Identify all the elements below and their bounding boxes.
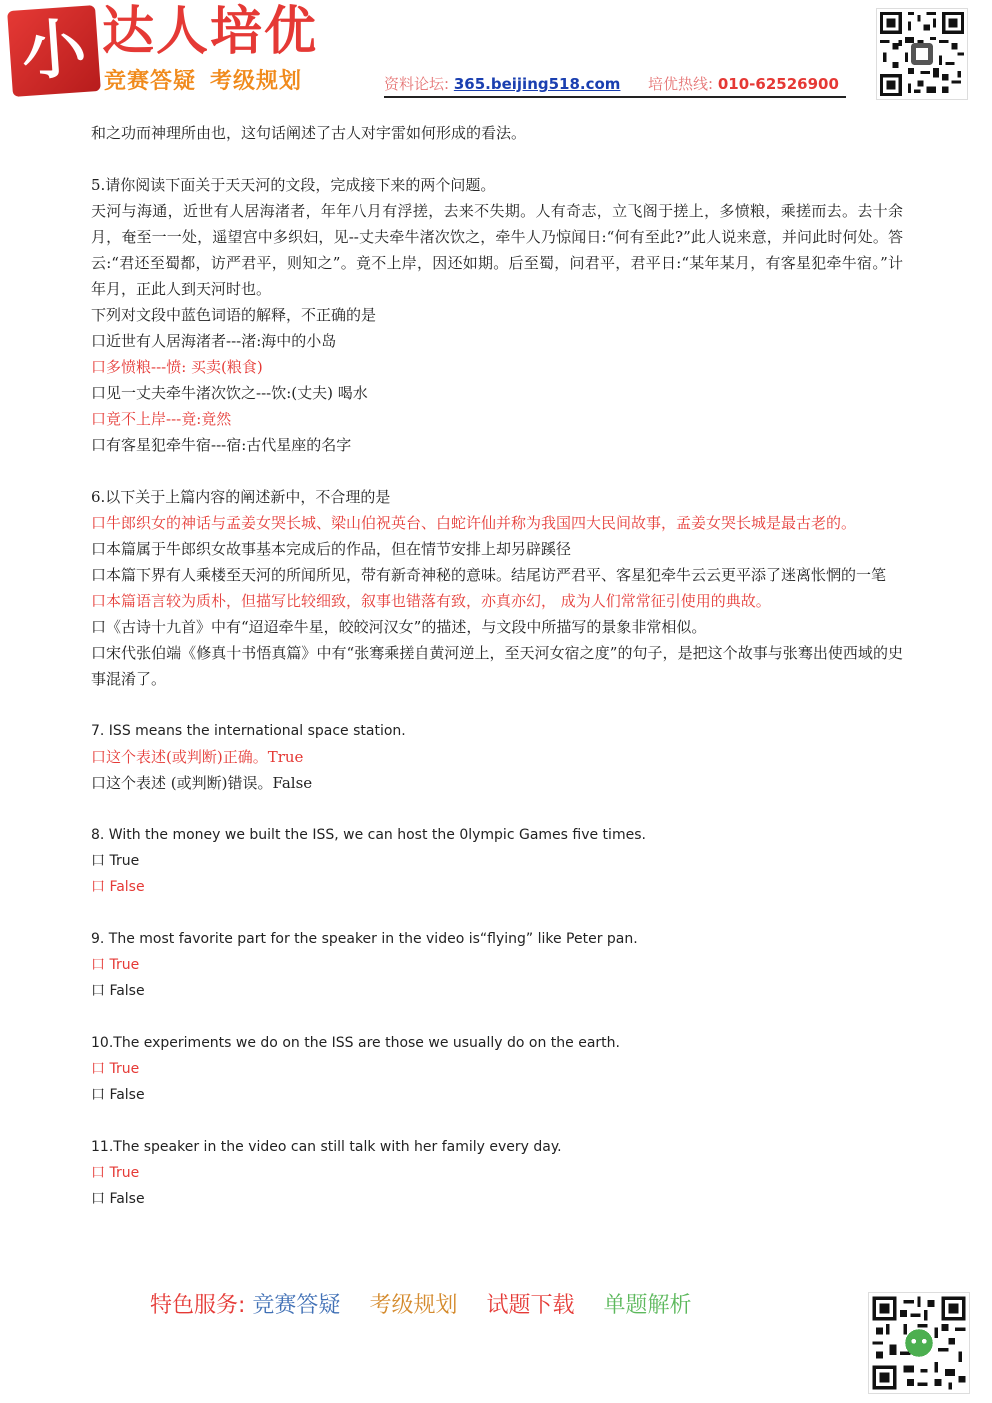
q7-option-true[interactable]: 口这个表述(或判断)正确。True	[91, 748, 304, 766]
brand-logo	[7, 5, 101, 97]
page-header	[0, 0, 992, 110]
brand-subtitle	[104, 64, 302, 95]
footer-label: 特色服务:	[150, 1293, 246, 1318]
footer-service-2[interactable]: 考级规划	[369, 1293, 458, 1318]
q6-option-3[interactable]: 口本篇下界有人乘楼至天河的所闻所见，带有新奇神秘的意味。结尾访严君平、客星犯牵牛云云更平添了迷离怅惘的一笔	[91, 566, 887, 584]
q5-option-5[interactable]: 口有客星犯牵牛宿---宿:古代星座的名字	[91, 436, 352, 454]
header-contact	[384, 73, 839, 94]
footer-service-3[interactable]: 试题下载	[486, 1293, 575, 1318]
qr-code-bottom-icon	[868, 1292, 970, 1394]
q5-question: 下列对文段中蓝色词语的解释，不正确的是	[91, 306, 377, 324]
q7-option-false[interactable]: 口这个表述 (或判断)错误。False	[91, 774, 313, 792]
q5-option-3[interactable]: 口见一丈夫牵牛渚次饮之---饮:(丈夫) 喝水	[91, 384, 368, 402]
header-divider	[384, 96, 846, 98]
q11-option-false[interactable]: 口 False	[91, 1191, 145, 1207]
footer-service-4[interactable]: 单题解析	[603, 1293, 692, 1318]
brand-title: 达人培优	[102, 2, 319, 62]
q6-option-4[interactable]: 口本篇语言较为质朴，但描写比较细致，叙事也错落有致，亦真亦幻， 成为人们常常征引使用的典故。	[91, 592, 771, 610]
q10-option-false[interactable]: 口 False	[91, 1087, 145, 1103]
q10-title: 10.The experiments we do on the ISS are those we usually do on the earth.	[91, 1035, 620, 1051]
brand-sub-1: 竞赛答疑	[104, 69, 197, 94]
logo-char: 小	[19, 11, 89, 91]
q5-title: 5.请你阅读下面关于天天河的文段，完成接下来的两个问题。	[91, 176, 496, 194]
footer-service-1[interactable]: 竞赛答疑	[252, 1293, 341, 1318]
forum-label: 资料论坛:	[384, 75, 450, 93]
q6-option-1[interactable]: 口牛郎织女的神话与孟姜女哭长城、梁山伯祝英台、白蛇许仙并称为我国四大民间故事，孟姜女哭长城是最古老的。	[91, 514, 857, 532]
q9-title: 9. The most favorite part for the speaker in the video is“flying” like Peter pan.	[91, 931, 638, 947]
qr-code-top-icon	[876, 8, 968, 100]
q5-passage: 天河与海通，近世有人居海渚者，年年八月有浮搓，去来不失期。人有奇志，立飞阁于搓上，多愤粮，乘搓而去。去十余月，奄至一一处，遥望宫中多织妇，见--丈夫牵牛渚次饮之，牵牛人乃惊闻日:“何有至此?”此人说来意，并问此时何处。答云:“君还至蜀都，访严君平，则知之”。竟不上岸，因还如期。后至蜀，问君平，君平日:“某年某月，有客星犯牵牛宿。”计年月，正此人到天河时也。	[91, 202, 903, 298]
q5-option-2[interactable]: 口多愤粮---愤: 买卖(粮食)	[91, 358, 263, 376]
q6-option-2[interactable]: 口本篇属于牛郎织女故事基本完成后的作品，但在情节安排上却另辟蹊径	[91, 540, 572, 558]
q5-option-1[interactable]: 口近世有人居海渚者---渚:海中的小岛	[91, 332, 337, 350]
q10-option-true[interactable]: 口 True	[91, 1061, 140, 1077]
document-body	[91, 120, 903, 1212]
q8-option-true[interactable]: 口 True	[91, 853, 140, 869]
q11-title: 11.The speaker in the video can still talk with her family every day.	[91, 1139, 562, 1155]
brand-sub-2: 考级规划	[210, 69, 303, 94]
q8-option-false[interactable]: 口 False	[91, 879, 145, 895]
q6-option-6[interactable]: 口宋代张伯端《修真十书悟真篇》中有“张骞乘搓自黄河逆上，至天河女宿之度”的句子，是把这个故事与张骞出使西域的史事混淆了。	[91, 644, 903, 688]
q8-title: 8. With the money we built the ISS, we can host the 0lympic Games five times.	[91, 827, 646, 843]
q11-option-true[interactable]: 口 True	[91, 1165, 140, 1181]
intro-line: 和之功而神理所由也，这句话阐述了古人对宇雷如何形成的看法。	[91, 124, 527, 142]
hotline-label: 培优热线:	[648, 75, 714, 93]
forum-link[interactable]: 365.beijing518.com	[453, 75, 621, 93]
hotline-number: 010-62526900	[717, 75, 839, 93]
q5-option-4[interactable]: 口竟不上岸---竟:竟然	[91, 410, 232, 428]
page-footer	[150, 1288, 691, 1319]
q9-option-false[interactable]: 口 False	[91, 983, 145, 999]
q9-option-true[interactable]: 口 True	[91, 957, 140, 973]
q7-title: 7. ISS means the international space station.	[91, 723, 406, 739]
q6-option-5[interactable]: 口《古诗十九首》中有“迢迢牵牛星，皎皎河汉女”的描述，与文段中所描写的景象非常相似。	[91, 618, 707, 636]
q6-title: 6.以下关于上篇内容的阐述新中，不合理的是	[91, 488, 391, 506]
